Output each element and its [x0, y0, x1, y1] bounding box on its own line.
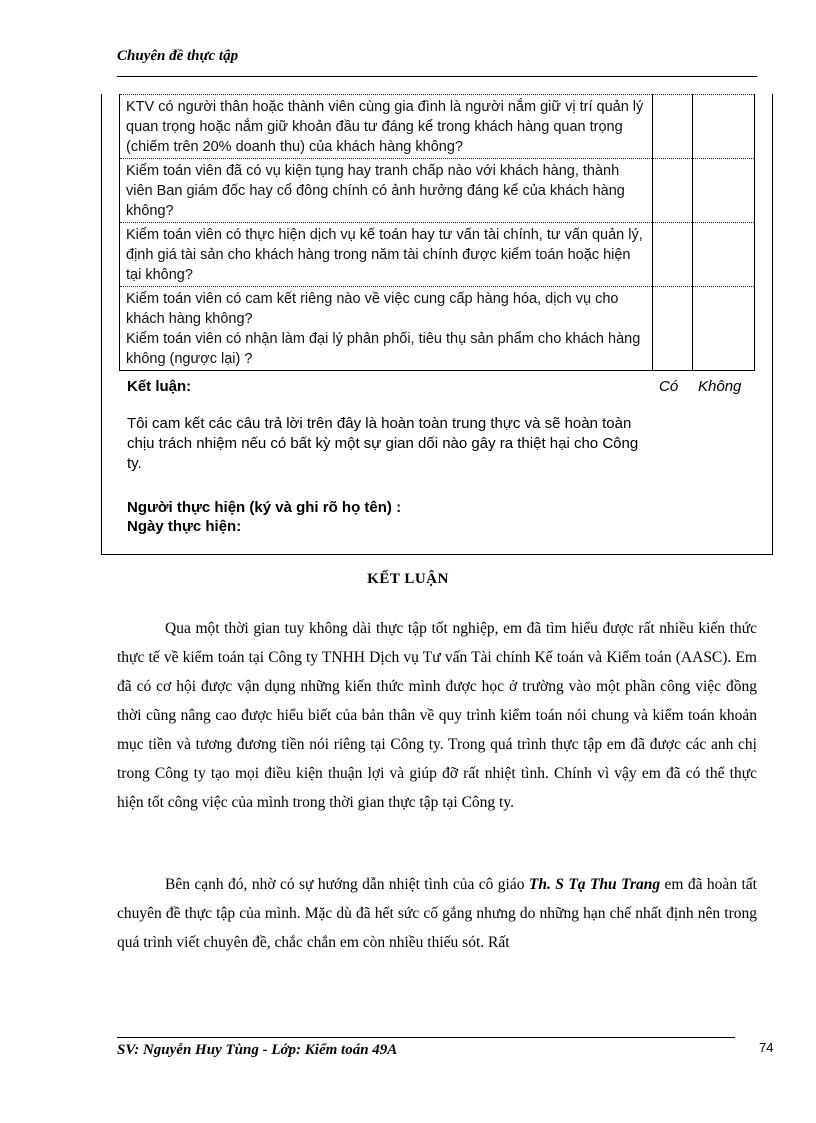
header-title: Chuyên đề thực tập [117, 48, 239, 64]
question-line: Kiểm toán viên có nhận làm đại lý phân phối, tiêu thụ sản phẩm cho khách hàng không (ngược lại) ? [126, 331, 641, 367]
yes-checkbox-cell[interactable] [653, 287, 693, 371]
conclusion-paragraph-1: Qua một thời gian tuy không dài thực tập tốt nghiệp, em đã tìm hiểu được rất nhiều kiến thức thực tế về kiểm toán tại Công ty TNHH Dịch vụ Tư vấn Tài chính Kế toán và Kiểm toán (AASC). Em đã có cơ hội được vận dụng những kiến thức mình được học ở trường vào một phần công việc đồng thời cũng nâng cao được hiểu biết của bản thân về quy trình kiểm toán nói chung và kiểm toán khoản mục tiền và tương đương tiền nói riêng tại Công ty. Trong quá trình thực tập em đã được các anh chị trong Công ty tạo mọi điều kiện thuận lợi và giúp đỡ rất nhiệt tình. Chính vì vậy em đã có thể thực hiện tốt công việc của mình trong thời gian thực tập tại Công ty. [117, 620, 757, 811]
table-row [120, 95, 755, 159]
paragraph-text: Bên cạnh đó, nhờ có sự hướng dẫn nhiệt tình của cô giáo [165, 876, 529, 893]
signer-block [127, 498, 401, 536]
yes-label: Có [659, 378, 679, 395]
teacher-name: Th. S Tạ Thu Trang [528, 876, 661, 893]
table-row [120, 223, 755, 287]
footer-student: SV: Nguyễn Huy Tùng - Lớp: Kiểm toán 49A [117, 1042, 398, 1058]
footer-divider [117, 1037, 735, 1038]
questionnaire-table [119, 94, 755, 371]
question-text: Kiểm toán viên có thực hiện dịch vụ kế toán hay tư vấn tài chính, tư vấn quản lý, định giá tài sản cho khách hàng trong năm tài chính được kiểm toán hoặc hiện tại không? [120, 223, 653, 287]
no-checkbox-cell[interactable] [693, 223, 755, 287]
question-line: Kiểm toán viên có cam kết riêng nào về việc cung cấp hàng hóa, dịch vụ cho khách hàng không? [126, 291, 619, 327]
no-checkbox-cell[interactable] [693, 95, 755, 159]
no-label: Không [698, 378, 742, 395]
signer-label: Người thực hiện (ký và ghi rõ họ tên) : [127, 499, 402, 516]
question-text [120, 287, 653, 371]
page-number: 74 [759, 1040, 774, 1055]
yes-checkbox-cell[interactable] [653, 159, 693, 223]
conclusion-paragraph-2 [117, 870, 757, 957]
yes-checkbox-cell[interactable] [653, 223, 693, 287]
section-title: KẾT LUẬN [367, 571, 449, 587]
conclusion-label: Kết luận: [127, 378, 192, 395]
paragraph-text: em đã hoàn tất chuyên đề thực tập của mình. Mặc dù đã hết sức cố gắng nhưng do những hạn chế nhất định nên trong quá trình viết chuyên đề, chắc chắn em còn nhiều thiếu sót. Rất [117, 876, 757, 951]
no-checkbox-cell[interactable] [693, 287, 755, 371]
table-row [120, 159, 755, 223]
no-checkbox-cell[interactable] [693, 159, 755, 223]
header-divider [117, 76, 757, 77]
date-label: Ngày thực hiện: [127, 518, 242, 535]
table-row [120, 287, 755, 371]
commitment-text: Tôi cam kết các câu trả lời trên đây là hoàn toàn trung thực và sẽ hoàn toàn chịu trách nhiệm nếu có bất kỳ một sự gian dối nào gây ra thiệt hại cho Công ty. [127, 415, 639, 472]
question-text: KTV có người thân hoặc thành viên cùng gia đình là người nắm giữ vị trí quản lý quan trọng hoặc nắm giữ khoản đầu tư đáng kể trong khách hàng quan trọng (chiếm trên 20% doanh thu) của khách hàng không? [120, 95, 653, 159]
question-text: Kiểm toán viên đã có vụ kiện tụng hay tranh chấp nào với khách hàng, thành viên Ban giám đốc hay cổ đông chính có ảnh hưởng đáng kể của khách hàng không? [120, 159, 653, 223]
yes-checkbox-cell[interactable] [653, 95, 693, 159]
